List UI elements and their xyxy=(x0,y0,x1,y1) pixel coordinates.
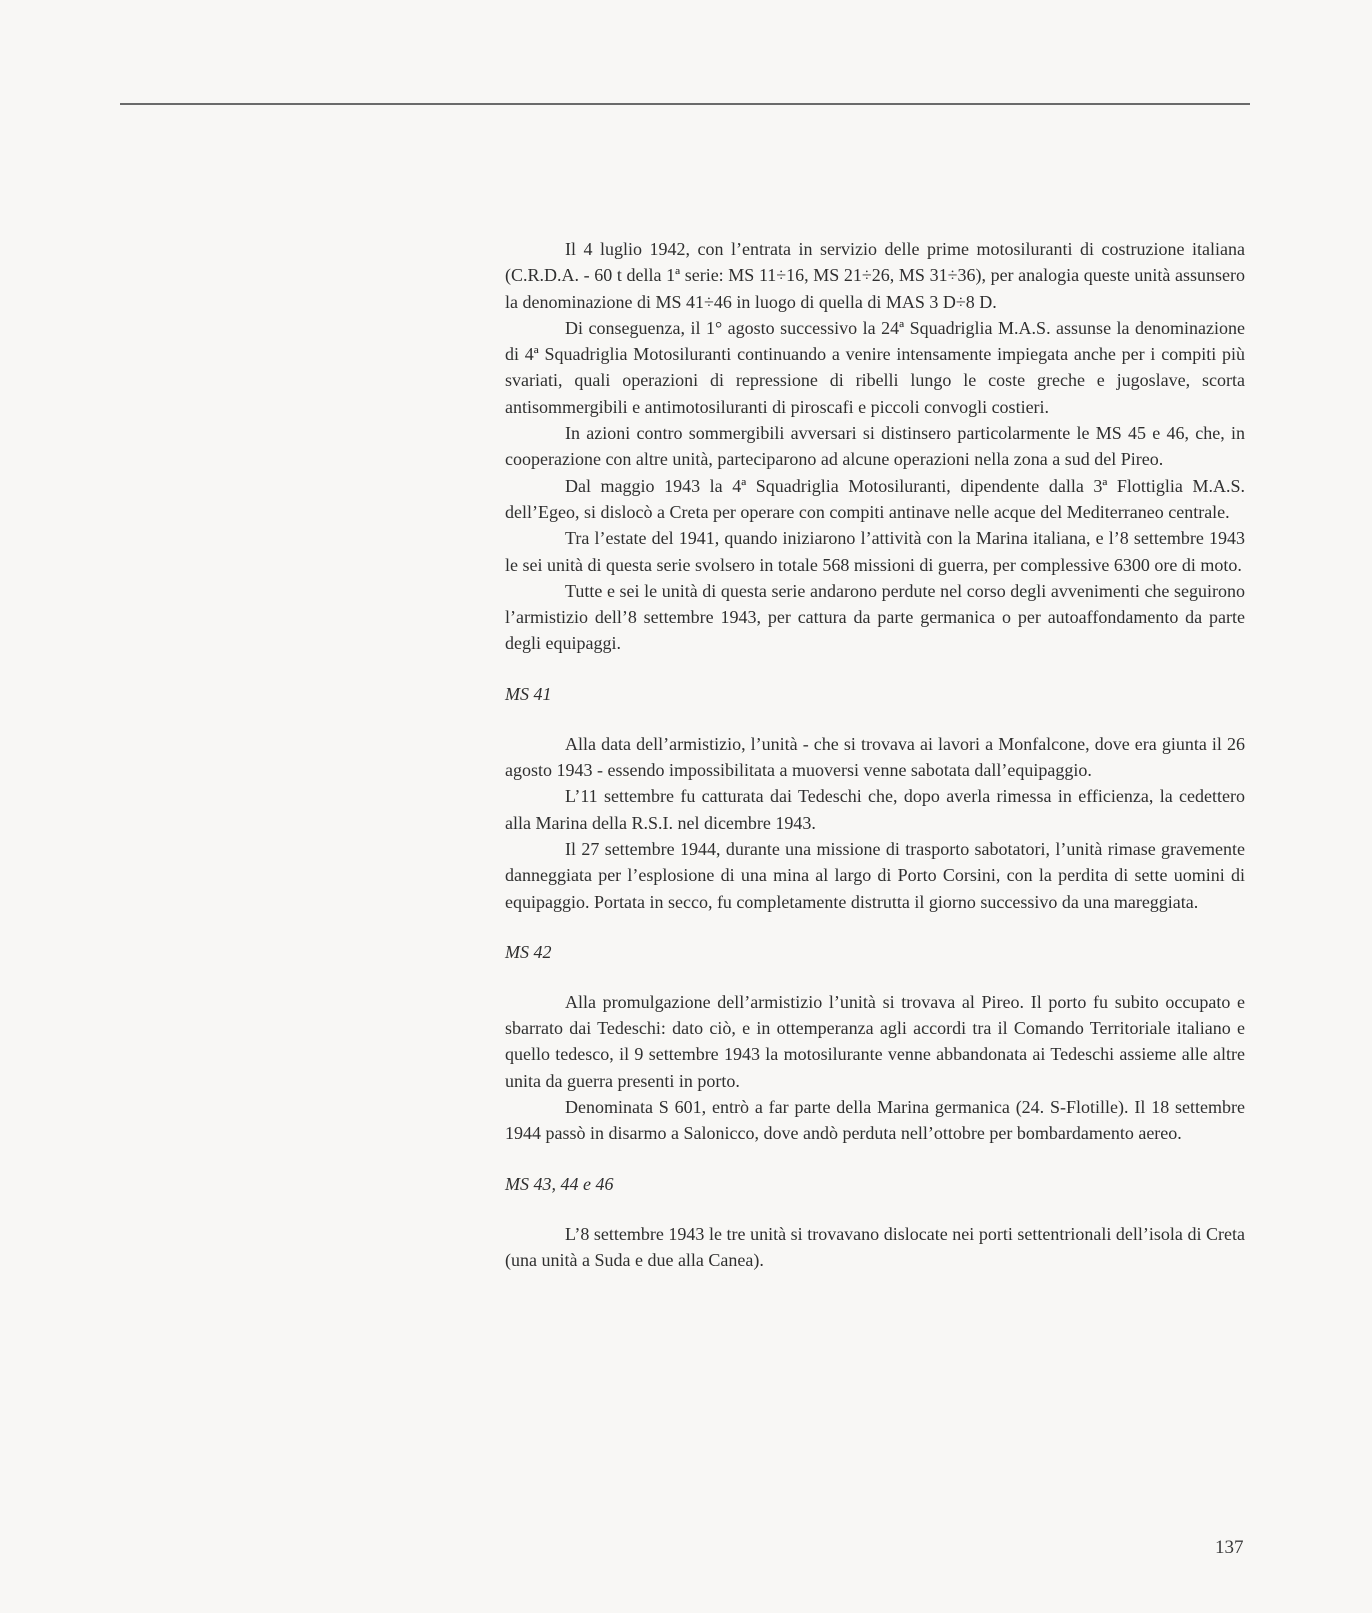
paragraph: Di conseguenza, il 1° agosto successivo la 24ª Squadriglia M.A.S. assunse la denominazione di 4ª Squadriglia Motosiluranti continuando a venire intensamente impiegata anche per i compiti più svariati, quali operazioni di repressione di ribelli lungo le coste greche e jugoslave, scorta antisommergibili e antimotosiluranti di piroscafi e piccoli convogli costieri. xyxy=(505,317,1245,417)
section-heading-ms42: MS 42 xyxy=(505,941,552,962)
paragraph: Alla data dell’armistizio, l’unità - che si trovava ai lavori a Monfalcone, dove era giunta il 26 agosto 1943 - essendo impossibilitata a muoversi venne sabotata dall’equipaggio. xyxy=(505,733,1245,781)
paragraph: L’8 settembre 1943 le tre unità si trovavano dislocate nei porti settentrionali dell’isola di Creta (una unità a Suda e due alla Canea). xyxy=(505,1223,1245,1270)
body-text xyxy=(505,236,1245,1273)
page-number: 137 xyxy=(1215,1537,1244,1558)
paragraph: Dal maggio 1943 la 4ª Squadriglia Motosiluranti, dipendente dalla 3ª Flottiglia M.A.S. dell’Egeo, si dislocò a Creta per operare con compiti antinave nelle acque del Mediterraneo centrale. xyxy=(505,475,1245,522)
paragraph: Tutte e sei le unità di questa serie andarono perdute nel corso degli avvenimenti che seguirono l’armistizio dell’8 settembre 1943, per cattura da parte germanica o per autoaffondamento da parte degli equipaggi. xyxy=(505,580,1245,654)
paragraph: Denominata S 601, entrò a far parte della Marina germanica (24. S-Flotille). Il 18 settembre 1944 passò in disarmo a Salonicco, dove andò perduta nell’ottobre per bombardamento aereo. xyxy=(505,1097,1245,1144)
paragraph: Alla promulgazione dell’armistizio l’unità si trovava al Pireo. Il porto fu subito occupato e sbarrato dai Tedeschi: dato ciò, e in ottemperanza agli accordi tra il Comando Territoriale italiano e quello tedesco, il 9 settembre 1943 la motosilurante venne abbandonata ai Tedeschi assieme alle altre unita da guerra presenti in porto. xyxy=(505,991,1245,1091)
paragraph: In azioni contro sommergibili avversari si distinsero particolarmente le MS 45 e 46, che, in cooperazione con altre unità, parteciparono ad alcune operazioni nella zona a sud del Pireo. xyxy=(505,423,1245,470)
paragraph: Il 4 luglio 1942, con l’entrata in servizio delle prime motosiluranti di costruzione italiana (C.R.D.A. - 60 t della 1ª serie: MS 11÷16, MS 21÷26, MS 31÷36), per analogia queste unità assunsero la denominazione di MS 41÷46 in luogo di quella di MAS 3 D÷8 D. xyxy=(505,239,1245,312)
section-heading-ms41: MS 41 xyxy=(505,683,552,704)
paragraph: Tra l’estate del 1941, quando iniziarono l’attività con la Marina italiana, e l’8 settembre 1943 le sei unità di questa serie svolsero in totale 568 missioni di guerra, per complessive 6300 ore di moto. xyxy=(505,528,1245,575)
section-heading-ms43: MS 43, 44 e 46 xyxy=(505,1173,614,1194)
paragraph: L’11 settembre fu catturata dai Tedeschi che, dopo averla rimessa in efficienza, la cedettero alla Marina della R.S.I. nel dicembre 1943. xyxy=(505,786,1245,833)
header-rule xyxy=(120,103,1250,105)
paragraph: Il 27 settembre 1944, durante una missione di trasporto sabotatori, l’unità rimase gravemente danneggiata per l’esplosione di una mina al largo di Porto Corsini, con la perdita di sette uomini di equipaggio. Portata in secco, fu completamente distrutta il giorno successivo da una mareggiata. xyxy=(505,838,1245,912)
